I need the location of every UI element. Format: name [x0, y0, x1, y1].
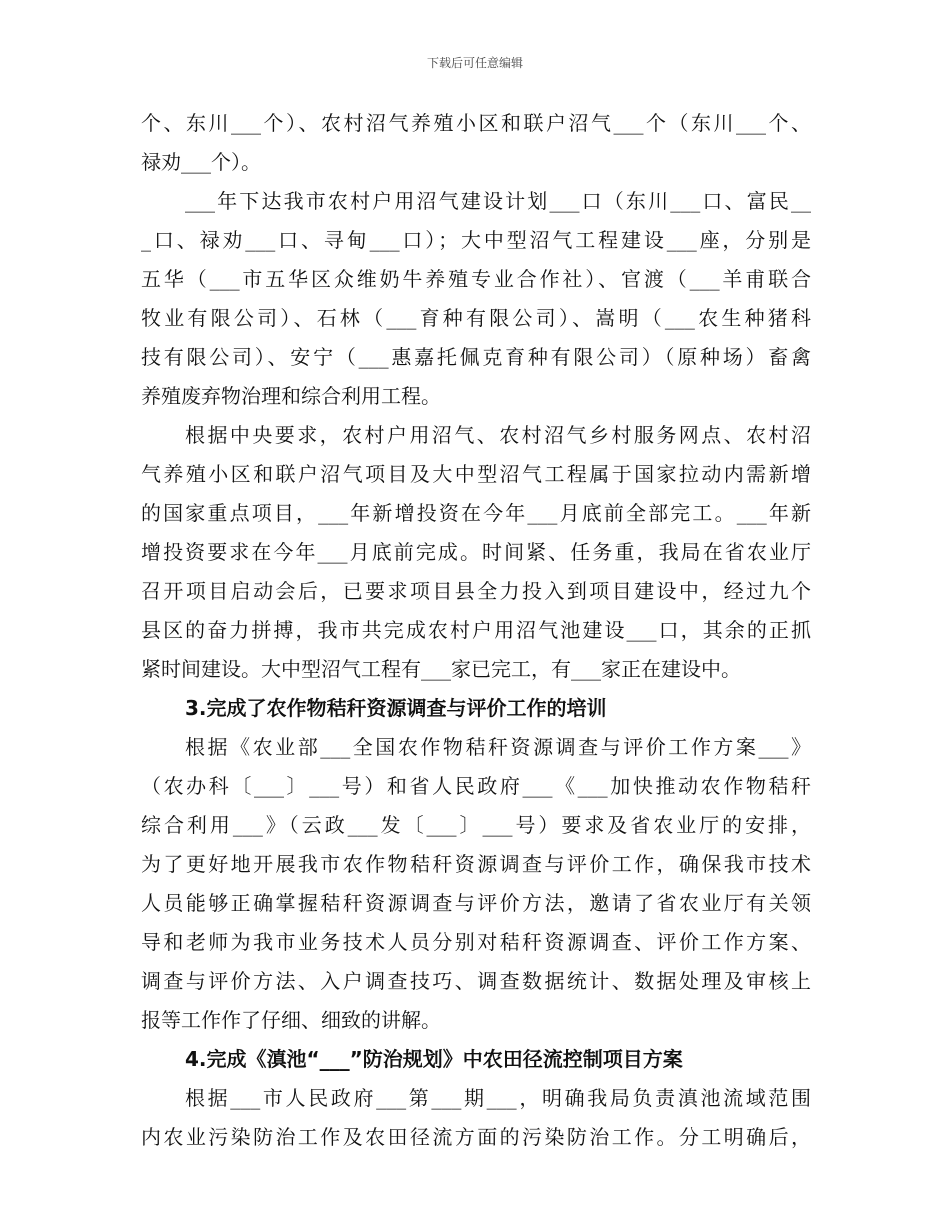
text-line: 报等工作作了仔细、细致的讲解。 [141, 1008, 441, 1032]
text-line: 调查与评价方法、入户调查技巧、调查数据统计、数据处理及审核上 [141, 969, 811, 993]
paragraph-start: 根据中央要求，农村户用沼气、农村沼气乡村服务网点、农村沼 [185, 423, 811, 447]
page-header: 下载后可任意编辑 [426, 56, 523, 70]
text-line: 牧业有限公司）、石林（___育种有限公司）、嵩明（___农生种猪科 [141, 306, 811, 330]
document-body [141, 104, 811, 1157]
text-line: 内农业污染防治工作及农田径流方面的污染防治工作。分工明确后， [141, 1125, 811, 1149]
section-heading-3: 3.完成了农作物秸秆资源调查与评价工作的培训 [185, 696, 607, 720]
text-line: 气养殖小区和联户沼气项目及大中型沼气工程属于国家拉动内需新增 [141, 462, 811, 486]
text-line: 县区的奋力拼搏，我市共完成农村户用沼气池建设___口，其余的正抓 [141, 618, 811, 642]
paragraph-start: 根据___市人民政府___第___期___，明确我局负责滇池流域范围 [185, 1086, 811, 1110]
text-line: 增投资要求在今年___月底前完成。时间紧、任务重，我局在省农业厅 [141, 540, 811, 564]
paragraph-start: ___年下达我市农村户用沼气建设计划___口（东川___口、富民__ [185, 189, 811, 213]
text-line: 禄劝___个）。 [141, 150, 261, 174]
text-line: 召开项目启动会后，已要求项目县全力投入到项目建设中，经过九个 [141, 579, 811, 603]
paragraph-start: 根据《农业部___全国农作物秸秆资源调查与评价工作方案___》 [185, 735, 811, 759]
text-line: 综合利用___》（云政___发〔___〕___号）要求及省农业厅的安排， [141, 813, 811, 837]
text-line: 五华（___市五华区众维奶牛养殖专业合作社）、官渡（___羊甫联合 [141, 267, 811, 291]
text-line: 导和老师为我市业务技术人员分别对秸秆资源调查、评价工作方案、 [141, 930, 811, 954]
text-line: 的国家重点项目，___年新增投资在今年___月底前全部完工。___年新 [141, 501, 811, 525]
section-heading-4: 4.完成《滇池“___”防治规划》中农田径流控制项目方案 [185, 1047, 683, 1071]
text-line: 人员能够正确掌握秸秆资源调查与评价方法，邀请了省农业厅有关领 [141, 891, 811, 915]
text-line: 技有限公司）、安宁（___惠嘉托佩克育种有限公司）（原种场）畜禽 [141, 345, 811, 369]
text-line: _口、禄劝___口、寻甸___口）；大中型沼气工程建设___座，分别是 [141, 228, 811, 252]
text-line: 紧时间建设。大中型沼气工程有___家已完工，有___家正在建设中。 [141, 657, 741, 681]
text-line: 为了更好地开展我市农作物秸秆资源调查与评价工作，确保我市技术 [141, 852, 811, 876]
text-line: 个、东川___个）、农村沼气养殖小区和联户沼气___个（东川___个、 [141, 111, 811, 135]
text-line: 养殖废弃物治理和综合利用工程。 [141, 384, 441, 408]
text-line: （农办科〔___〕___号）和省人民政府___《___加快推动农作物秸秆 [141, 774, 811, 798]
